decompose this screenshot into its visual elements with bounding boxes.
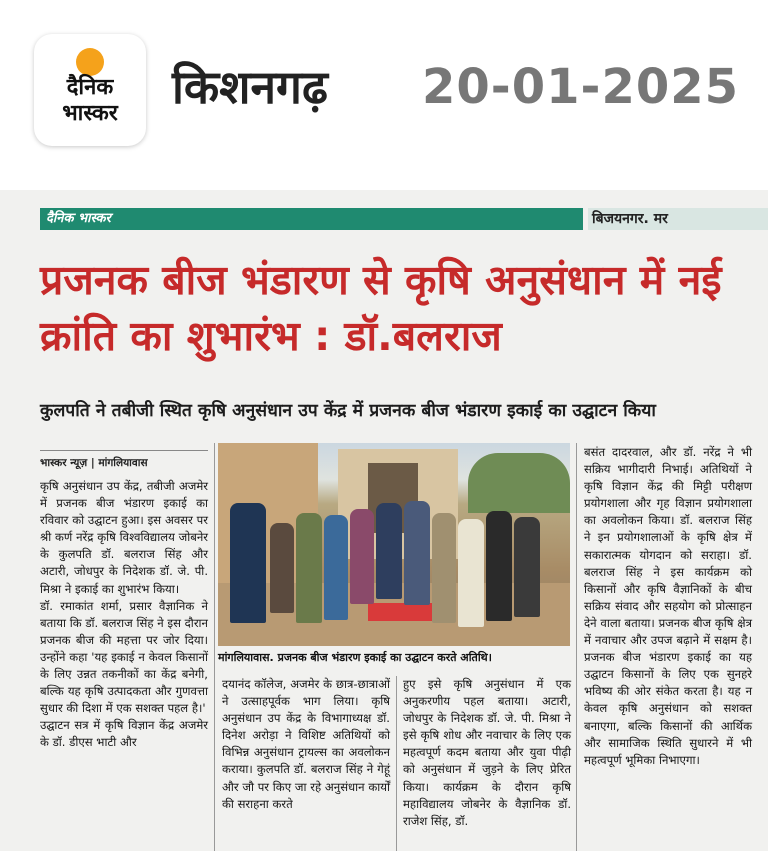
article-column-1	[40, 478, 208, 752]
article-column-2: दयानंद कॉलेज, अजमेर के छात्र-छात्राओं ने उत्साहपूर्वक भाग लिया। कृषि अनुसंधान उप केंद्र के विभागाध्यक्ष डॉ. दिनेश अरोड़ा ने विशिष्ट अतिथियों को विभिन्न अनुसंधान ट्रायल्स का अवलोकन कराया। कुलपति डॉ. बलराज सिंह ने गेहूं और जौ पर किए जा रहे अनुसंधान कार्यों की सराहना करते	[222, 677, 390, 811]
city-title: किशनगढ़	[172, 60, 328, 114]
article-column-3: हुए इसे कृषि अनुसंधान में एक अनुकरणीय पहल बताया। अटारी, जोधपुर के निदेशक डॉ. जे. पी. मिश्रा ने इसे कृषि शोध और नवाचार के लिए एक महत्वपूर्ण कदम बताया और युवा पीढ़ी को अनुसंधान में जुड़ने के लिए प्रेरित किया। कार्यक्रम के दौरान कृषि महाविद्यालय जोबनेर के वैज्ञानिक डॉ. राजेश सिंह, डॉ.	[403, 677, 571, 828]
date-title: 20-01-2025	[422, 59, 740, 115]
masthead-bar	[40, 208, 583, 230]
masthead-label: दैनिक भास्कर	[46, 211, 111, 226]
article-column-4: बसंत दादरवाल, और डॉ. नरेंद्र ने भी सक्रिय भागीदारी निभाई। अतिथियों ने कृषि विज्ञान केंद्र की मिट्टी परीक्षण प्रयोगशाला और गृह विज्ञान प्रयोगशाला का अवलोकन किया। डॉ. बलराज सिंह ने इन प्रयोगशालाओं के कृषि क्षेत्र में सकारात्मक योगदान को सराहा। डॉ. बलराज सिंह ने इस कार्यक्रम को किसानों और कृषि वैज्ञानिकों के बीच सक्रिय संवाद और सहयोग को प्रोत्साहन देने वाला बताया। प्रजनक बीज कृषि क्षेत्र में नवाचार और उपज बढ़ाने में सक्षम है। प्रजनक बीज भंडारण इकाई का यह उद्घाटन किसानों के लिए एक सुनहरे भविष्य की ओर संकेत करता है। यह न केवल कृषि अनुसंधान को सशक्त बनाएगा, बल्कि किसानों की आर्थिक और सामाजिक स्थिति सुधारने में भी महत्वपूर्ण भूमिका निभाएगा।	[584, 445, 752, 767]
column-divider	[214, 443, 215, 851]
dainik-bhaskar-logo[interactable]	[34, 34, 146, 146]
byline	[40, 450, 208, 471]
newspaper-clipping	[0, 190, 768, 851]
paragraph: कृषि अनुसंधान उप केंद्र, तबीजी अजमेर में प्रजनक बीज भंडारण इकाई का रविवार को उद्घाटन हुआ। इस अवसर पर श्री कर्ण नरेंद्र कृषि विश्वविद्यालय जोबनेर के कुलपति डॉ. बलराज सिंह और अटारी, जोधपुर के निदेशक डॉ. जे. पी. मिश्रा ने इकाई का शुभारंभ किया।	[40, 479, 208, 596]
column-divider	[576, 443, 577, 851]
paragraph: उद्घाटन सत्र में कृषि विज्ञान केंद्र अजमेर के डॉ. डीएस भाटी और	[40, 718, 208, 750]
edition-label: बिजयनगर. मर	[592, 211, 668, 227]
photo-caption: मांगलियावास. प्रजनक बीज भंडारण इकाई का उद्घाटन करते अतिथि।	[218, 651, 492, 664]
edition-bar	[588, 208, 768, 230]
article-subheadline: कुलपति ने तबीजी स्थित कृषि अनुसंधान उप केंद्र में प्रजनक बीज भंडारण इकाई का उद्घाटन किया	[40, 401, 656, 421]
article-photo	[218, 443, 570, 646]
byline-text: भास्कर न्यूज़ | मांगलियावास	[40, 457, 148, 469]
paragraph: डॉ. रमाकांत शर्मा, प्रसार वैज्ञानिक ने बताया कि डॉ. बलराज सिंह ने इस दौरान प्रजनक बीज की महत्ता पर जोर दिया। उन्होंने कहा 'यह इकाई न केवल किसानों के लिए उन्नत तकनीकों का केंद्र बनेगी, बल्कि यह कृषि उत्पादकता और गुणवत्ता सुधार की दिशा में एक सशक्त पहल है।'	[40, 598, 208, 716]
logo-text-line1: दैनिक	[66, 75, 114, 100]
sun-icon	[76, 48, 104, 76]
column-divider	[396, 676, 397, 851]
logo-text-line2: भास्कर	[62, 101, 118, 126]
post-header	[0, 0, 768, 170]
article-headline: प्रजनक बीज भंडारण से कृषि अनुसंधान में नई क्रांति का शुभारंभ : डॉ.बलराज	[40, 256, 722, 360]
